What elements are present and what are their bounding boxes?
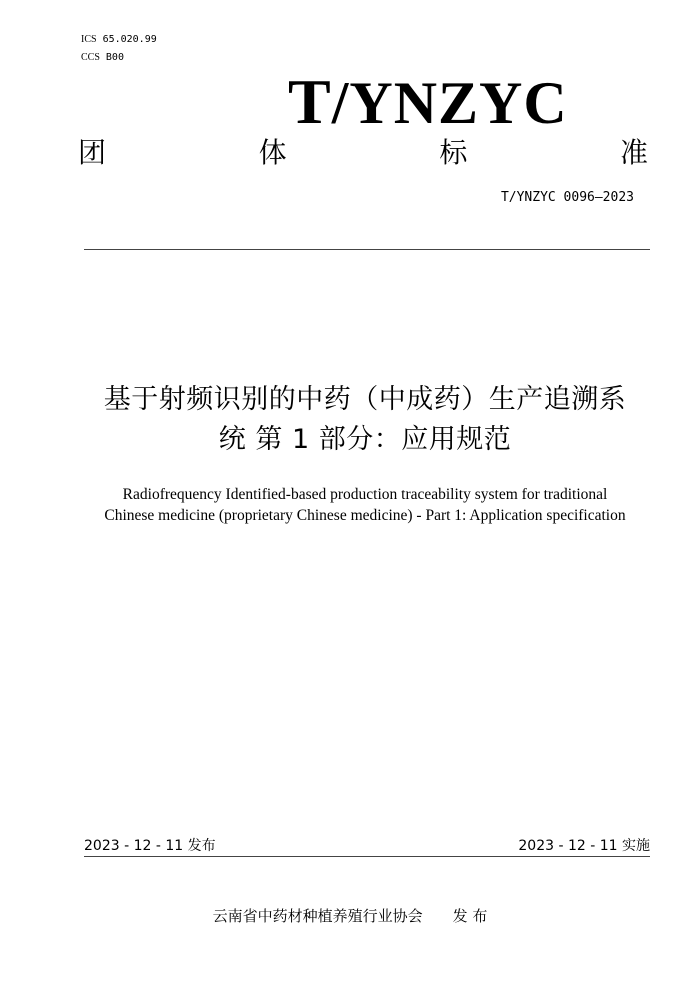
chinese-title <box>60 380 670 460</box>
standard-type-char: 团 <box>78 136 107 169</box>
ccs-code: B00 <box>105 52 124 63</box>
standard-type-heading <box>78 136 648 170</box>
logo-text: YNZYC <box>349 70 568 136</box>
ccs-label: CCS <box>81 52 100 63</box>
publish-date: 2023 - 12 - 11 发布 <box>84 838 216 854</box>
english-title <box>60 484 670 526</box>
ics-code: 65.020.99 <box>102 34 157 45</box>
standard-type-char: 准 <box>619 136 648 169</box>
english-title-line: Radiofrequency Identified-based production traceability system for traditional <box>122 486 608 503</box>
logo-slash: / <box>331 70 350 136</box>
issuing-organization <box>0 905 700 926</box>
chinese-title-line: 基于射频识别的中药（中成药）生产追溯系 <box>103 384 627 415</box>
ccs-line <box>81 52 124 63</box>
chinese-title-line: 统 第 1 部分：应用规范 <box>218 424 512 455</box>
english-title-line: Chinese medicine (proprietary Chinese medicine) - Part 1: Application specification <box>104 507 626 524</box>
standard-number: T/YNZYC 0096—2023 <box>500 190 634 205</box>
standard-type-char: 体 <box>258 136 287 169</box>
standard-type-char: 标 <box>439 136 468 169</box>
organization-name: 云南省中药材种植养殖行业协会 <box>212 907 423 925</box>
issue-label: 发 布 <box>452 907 488 925</box>
footer-divider <box>84 856 650 857</box>
ics-line <box>81 34 157 45</box>
ics-label: ICS <box>81 34 97 45</box>
header-divider <box>84 249 650 250</box>
association-logo <box>288 68 618 136</box>
implementation-date: 2023 - 12 - 11 实施 <box>518 838 650 854</box>
logo-t: T <box>288 66 332 137</box>
